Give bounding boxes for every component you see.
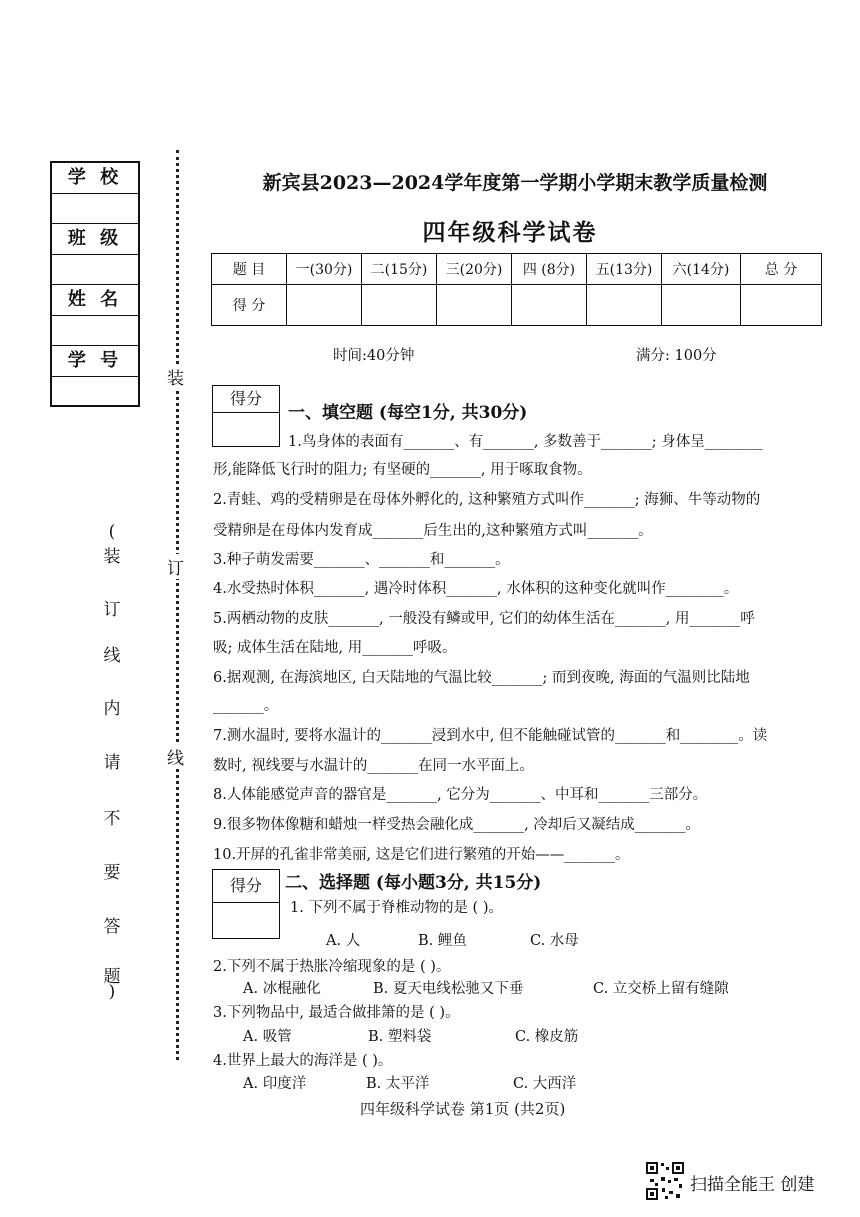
question-line: 8.人体能感觉声音的器官是_______, 它分为_______、中耳和_______三部分。	[213, 787, 708, 803]
choice-option[interactable]: B. 太平洋	[366, 1076, 430, 1092]
question-line: 受精卵是在母体内发育成_______后生出的,这种繁殖方式叫_______。	[213, 523, 653, 539]
choice-option[interactable]: B. 塑料袋	[368, 1029, 432, 1045]
choice-option[interactable]: C. 橡皮筋	[515, 1029, 579, 1045]
question-line: 3.种子萌发需要_______、_______和_______。	[213, 552, 510, 568]
binding-char: 装	[167, 364, 184, 389]
choice-option[interactable]: C. 大西洋	[513, 1076, 577, 1092]
choice-question: 2.下列不属于热胀冷缩现象的是 ( )。	[213, 959, 451, 975]
question-line: _______。	[213, 698, 279, 714]
section1-title: 一、填空题 (每空1分, 共30分)	[288, 403, 528, 423]
exam-subtitle: 四年级科学试卷	[422, 219, 598, 246]
choice-option[interactable]: C. 立交桥上留有缝隙	[593, 981, 729, 997]
score-cell[interactable]	[437, 285, 512, 326]
score-cell[interactable]	[287, 285, 362, 326]
scorebox-label: 得分	[213, 386, 279, 413]
question-line: 1.鸟身体的表面有_______、有_______, 多数善于_______; 身体呈________	[288, 434, 763, 450]
qr-code-icon	[645, 1161, 685, 1201]
choice-option[interactable]: A. 印度洋	[243, 1076, 307, 1092]
note-char: 不	[103, 809, 121, 829]
question-line: 吸; 成体生活在陆地, 用_______呼吸。	[213, 640, 457, 656]
choice-option[interactable]: A. 冰棍融化	[243, 981, 321, 997]
score-cell[interactable]	[362, 285, 437, 326]
choice-question: 3.下列物品中, 最适合做排箫的是 ( )。	[213, 1005, 460, 1021]
score-header-cell: 四 (8分)	[512, 254, 587, 285]
score-header-cell: 题 目	[212, 254, 287, 285]
page-footer: 四年级科学试卷 第1页 (共2页)	[360, 1100, 566, 1118]
school-field[interactable]	[52, 194, 138, 225]
note-char: )	[108, 982, 116, 1002]
score-header-cell: 三(20分)	[437, 254, 512, 285]
binding-dotted-line	[176, 150, 179, 1060]
score-header-cell: 五(13分)	[587, 254, 662, 285]
school-label: 学 校	[52, 163, 138, 194]
choice-option[interactable]: A. 吸管	[243, 1029, 292, 1045]
scanner-watermark: 扫描全能王 创建	[690, 1175, 815, 1195]
score-header-cell: 总 分	[741, 254, 822, 285]
score-cell[interactable]	[587, 285, 662, 326]
section1-scorebox[interactable]	[212, 385, 280, 447]
note-char: 订	[103, 600, 121, 620]
score-header-cell: 一(30分)	[287, 254, 362, 285]
note-char: 请	[103, 753, 121, 773]
choice-option[interactable]: A. 人	[326, 933, 361, 949]
question-line: 4.水受热时体积_______, 遇冷时体积_______, 水体积的这种变化就叫作________。	[213, 581, 739, 597]
question-line: 数时, 视线要与水温计的_______在同一水平面上。	[213, 758, 534, 774]
class-label: 班 级	[52, 224, 138, 255]
note-char: 装	[103, 547, 121, 567]
student-id-field[interactable]	[52, 377, 138, 408]
note-char: (	[108, 522, 116, 542]
student-id-label: 学 号	[52, 346, 138, 377]
question-line: 2.青蛙、鸡的受精卵是在母体外孵化的, 这种繁殖方式叫作_______; 海狮、牛等动物的	[213, 492, 761, 508]
exam-title: 新宾县2023—2024学年度第一学期小学期末教学质量检测	[262, 172, 768, 194]
question-line: 9.很多物体像糖和蜡烛一样受热会融化成_______, 冷却后又凝结成_______。	[213, 817, 701, 833]
score-row-label: 得 分	[212, 285, 287, 326]
question-line: 10.开屏的孔雀非常美丽, 这是它们进行繁殖的开始——_______。	[213, 847, 630, 863]
student-info-box	[50, 161, 140, 407]
name-label: 姓 名	[52, 285, 138, 316]
full-score: 满分: 100分	[636, 348, 717, 364]
score-header-cell: 二(15分)	[362, 254, 437, 285]
score-header-cell: 六(14分)	[662, 254, 741, 285]
note-char: 要	[103, 863, 121, 883]
scorebox-label: 得分	[213, 870, 279, 903]
question-line: 7.测水温时, 要将水温计的_______浸到水中, 但不能触碰试管的_______和________。读	[213, 728, 768, 744]
binding-char: 线	[167, 744, 184, 769]
section2-scorebox[interactable]	[212, 869, 280, 939]
note-char: 线	[103, 646, 121, 666]
note-char: 答	[103, 917, 121, 937]
section2-title: 二、选择题 (每小题3分, 共15分)	[285, 873, 542, 893]
choice-question: 1. 下列不属于脊椎动物的是 ( )。	[290, 900, 503, 916]
score-table	[211, 253, 822, 326]
score-cell[interactable]	[662, 285, 741, 326]
name-field[interactable]	[52, 316, 138, 347]
class-field[interactable]	[52, 255, 138, 286]
note-char: 题	[103, 967, 121, 987]
exam-time: 时间:40分钟	[333, 348, 415, 364]
binding-char: 订	[167, 554, 184, 579]
score-cell[interactable]	[512, 285, 587, 326]
score-cell[interactable]	[741, 285, 822, 326]
choice-option[interactable]: B. 夏天电线松驰又下垂	[373, 981, 524, 997]
question-line: 形,能降低飞行时的阻力; 有坚硬的_______, 用于啄取食物。	[213, 462, 592, 478]
choice-option[interactable]: C. 水母	[530, 933, 579, 949]
note-char: 内	[103, 699, 121, 719]
choice-question: 4.世界上最大的海洋是 ( )。	[213, 1053, 393, 1069]
question-line: 5.两栖动物的皮肤_______, 一般没有鳞或甲, 它们的幼体生活在_______, 用_______呼	[213, 611, 755, 627]
choice-option[interactable]: B. 鲤鱼	[418, 933, 467, 949]
question-line: 6.据观测, 在海滨地区, 白天陆地的气温比较_______; 而到夜晚, 海面的气温则比陆地	[213, 670, 750, 686]
